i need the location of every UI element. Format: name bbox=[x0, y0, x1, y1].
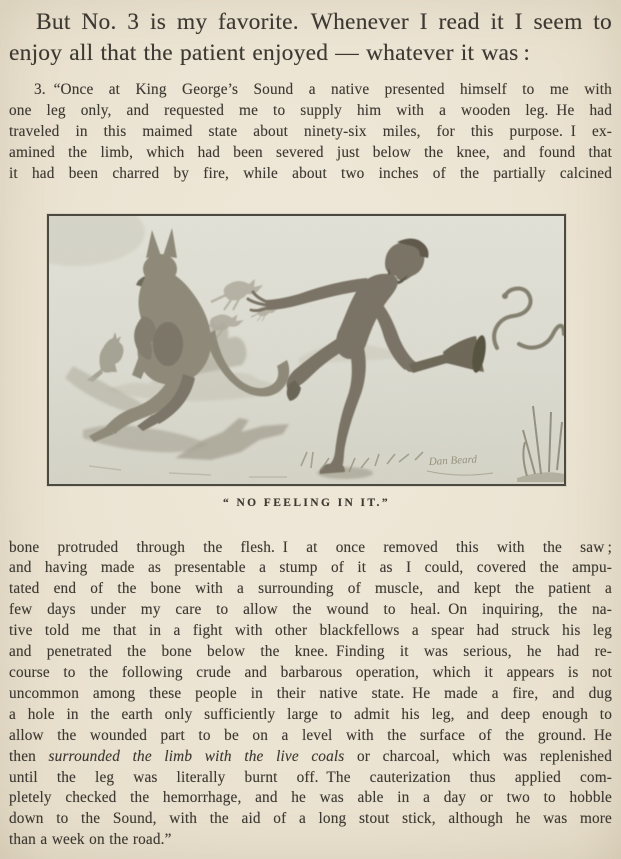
quote-paragraph-top bbox=[0, 80, 621, 185]
quote-paragraph-bottom bbox=[0, 538, 621, 852]
text-line: it had been charred by fire, while about two inches of the partially calcined bbox=[9, 164, 612, 182]
text-segment: or charcoal, which was replenished bbox=[344, 747, 612, 765]
text-line: tive told me that in a fight with other blackfellows a spear had struck his leg bbox=[9, 622, 612, 640]
text-line: pletely checked the hemorrhage, and he was able in a day or two to hobble bbox=[9, 789, 612, 807]
text-line: bone protruded through the flesh. I at once removed this with the saw ; bbox=[9, 538, 612, 556]
italic-phrase: surrounded the limb with the live coals bbox=[48, 747, 345, 765]
text-line bbox=[9, 747, 612, 768]
text-line: one leg only, and requested me to supply him with a wooden leg. He had bbox=[9, 101, 612, 119]
illustration-plate bbox=[47, 214, 566, 486]
text-line: uncommon among these people in their native state. He made a fire, and dug bbox=[9, 684, 612, 702]
text-line: a hole in the earth only sufficiently large to admit his leg, and deep enough to bbox=[9, 705, 612, 723]
text-line: than a week on the road.” bbox=[9, 831, 172, 849]
text-line: amined the limb, which had been severed just below the knee, and found that bbox=[9, 143, 612, 161]
illustration-caption: “ NO FEELING IN IT.” bbox=[223, 496, 390, 509]
text-line: enjoy all that the patient enjoyed — whatever it was : bbox=[9, 40, 531, 66]
text-line: and having made as presentable a stump of it as I could, covered the ampu- bbox=[9, 559, 612, 577]
text-line: traveled in this maimed state about ninety-six miles, for this purpose. I ex- bbox=[9, 122, 612, 140]
illustration-figure bbox=[47, 214, 566, 509]
intro-paragraph bbox=[0, 0, 621, 69]
text-line: and penetrated the bone below the knee. Finding it was serious, he had re- bbox=[9, 643, 612, 661]
text-line: But No. 3 is my favorite. Whenever I read it I seem to bbox=[36, 9, 612, 35]
text-line: allow the wounded part to be on a level with the surface of the ground. He bbox=[9, 726, 612, 744]
text-line: down to the Sound, with the aid of a long stout stick, although he was more bbox=[9, 810, 612, 828]
text-segment: then bbox=[9, 747, 49, 765]
text-line: tated end of the bone with a surrounding of muscle, and kept the patient a bbox=[9, 580, 612, 598]
text-line: few days under my care to allow the wound to heal. On inquiring, the na- bbox=[9, 601, 612, 619]
text-line: course to the following crude and barbarous operation, which it appears is not bbox=[9, 663, 612, 681]
text-line: 3. “Once at King George’s Sound a native presented himself to me with bbox=[34, 81, 612, 98]
text-line: until the leg was literally burnt off. The cauterization thus applied com- bbox=[9, 768, 612, 786]
illustration-drawing bbox=[49, 216, 564, 484]
halftone-grain bbox=[49, 216, 564, 484]
